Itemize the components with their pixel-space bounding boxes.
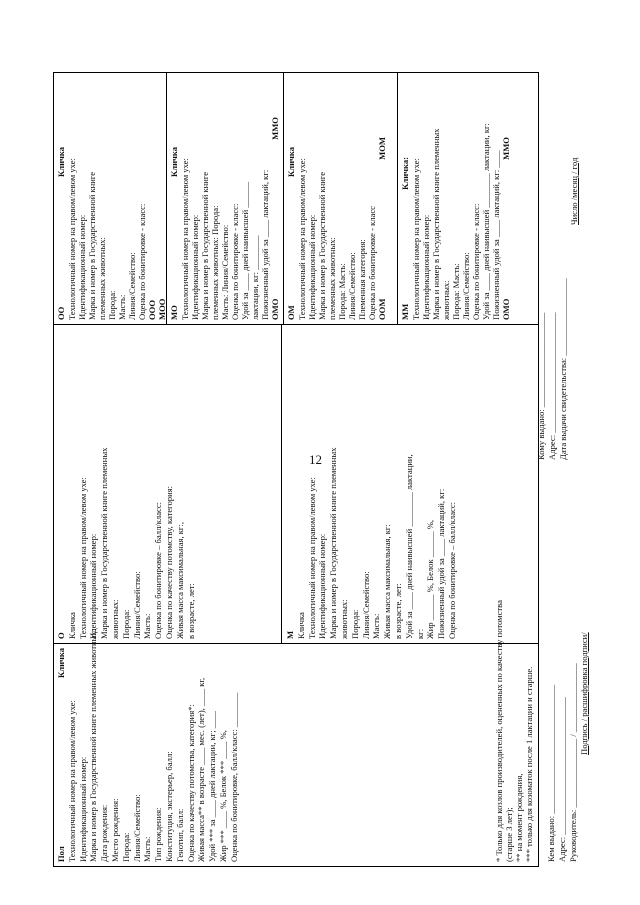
- issued-to-line: Кому выдано: ______________________: [536, 312, 546, 460]
- field-line: Живая масса максимальная, кг:,: [174, 522, 185, 639]
- field-line: Масть:: [371, 613, 382, 639]
- ooo-label: ООО: [146, 299, 157, 320]
- field-line: Порода:: [106, 290, 117, 320]
- moo-label: МОО: [156, 298, 167, 320]
- mother-block: [285, 329, 458, 639]
- field-line: Конституция, экстерьер, балл:: [163, 751, 174, 862]
- father-block: [56, 329, 196, 639]
- field-line: Оценка по качеству потомства, категория*:: [185, 704, 196, 862]
- oo-divider: [166, 73, 167, 324]
- footnote-line: * Только для козлов производителей, оцененных по качеству потомства: [494, 600, 504, 862]
- field-line: Идентификационный номер:: [317, 533, 328, 639]
- issue-date-line: Дата выдачи свидетельства: __________________: [558, 278, 568, 460]
- field-line: Место рождения:: [109, 798, 120, 862]
- field-line: Удой за ____ дней наивысшей ________ лактации,: [403, 454, 414, 639]
- field-line: Порода:: [120, 832, 131, 862]
- footnotes: [494, 600, 534, 862]
- mm-header: ММ: [400, 303, 410, 320]
- field-line: Живая масса максимальная, кг:: [382, 524, 393, 639]
- field-line: Жир *** ____ %, Белок *** ____ %,: [217, 730, 228, 862]
- mm-block: [400, 77, 511, 320]
- head-signature-line: Руководитель: ________________ / ________________: [568, 663, 578, 862]
- field-line: Дата рождения:: [99, 804, 110, 862]
- address-line-right: Адрес: ____________________________: [547, 312, 557, 460]
- oo-block: [56, 77, 167, 320]
- mmo-label: ММО: [269, 117, 280, 140]
- field-line: Оценка по бонитировке - класс:: [229, 203, 240, 320]
- footnote-line: (старше 3 лет);: [504, 807, 514, 862]
- sex-label: Пол: [56, 846, 66, 862]
- mother-header: М: [285, 630, 295, 639]
- parents-divider: [281, 325, 282, 643]
- mo-block: [169, 77, 280, 320]
- field-line: Масть:: [116, 294, 127, 320]
- field-line: Идентификационный номер:: [77, 756, 88, 862]
- field-line: животных:: [440, 280, 451, 320]
- signature-caption: Подпись / расшифровка подписи/: [579, 632, 589, 755]
- field-line: Генотип, балл:: [174, 808, 185, 862]
- field-line: Идентификационный номер:: [76, 214, 87, 320]
- field-line: Линия/Семейство:: [346, 252, 357, 320]
- field-line: Жир ______ %, Белок ______ %,: [425, 519, 436, 639]
- field-line: в возрасте, лет:: [185, 583, 196, 639]
- field-line: Линия/Семейство:: [126, 252, 137, 320]
- animal-fields: [66, 628, 240, 862]
- field-line: Идентификационный номер:: [88, 533, 99, 639]
- field-line: Марка и номер в Государственной книге племенных: [328, 447, 339, 639]
- field-line: Технологичный номер на правом/левом ухе:: [306, 477, 317, 639]
- field-line: племенных животных: Порода:: [209, 205, 220, 320]
- field-line: Порода: Масть:: [450, 263, 461, 320]
- field-line: Идентификационный номер:: [306, 214, 317, 320]
- field-line: Линия/Семейство:: [360, 571, 371, 639]
- father-header: О: [56, 632, 66, 639]
- field-line: Масть: Линия/Семейство:: [219, 224, 230, 320]
- mmo-mm-label: ММО: [500, 137, 511, 160]
- field-line: Оценка по бонитировке - класс: [366, 206, 377, 320]
- field-line: животных:: [109, 599, 120, 639]
- field-line: Удой за ____ дней наивысшей ________ лактации, кг:: [480, 123, 491, 320]
- field-line: Пожизненный удой за ____ лактаций, кг:: [436, 488, 447, 639]
- field-line: Кличка: [66, 612, 77, 639]
- footnote-line: *** только для козоматок после 1 лактации и старше.: [524, 666, 534, 862]
- field-line: Идентификационный номер:: [420, 214, 431, 320]
- om-block: [286, 77, 387, 320]
- om-divider: [397, 73, 398, 324]
- field-line: Марка и номер в Государственной книге: [199, 171, 210, 320]
- mo-divider: [283, 73, 284, 324]
- field-line: Удой *** за ____ дней лактации, кг; ____: [207, 711, 218, 862]
- field-line: Оценка по бонитировке – балл/класс:: [153, 501, 164, 639]
- mo-name-label: Кличка: [169, 147, 179, 177]
- field-line: Масть:: [142, 613, 153, 639]
- field-line: в возрасте, лет:: [392, 583, 403, 639]
- field-line: Технологичный номер на правом/левом ухе:: [66, 158, 77, 320]
- field-line: Тип рождения:: [153, 807, 164, 862]
- field-line: Оценка по бонитировке - класс:: [136, 203, 147, 320]
- mm-name-label: Кличка:: [400, 157, 410, 190]
- field-line: лактации, кг: ________: [249, 235, 260, 320]
- field-line: Живая масса** в возрасте ____ мес. (лет), ____ кг,: [196, 677, 207, 862]
- field-line: Технологичный номер на правом/левом ухе:: [66, 700, 77, 862]
- animal-header: [56, 648, 67, 862]
- field-line: Линия/Семейство:: [460, 252, 471, 320]
- field-line: Оценка по качеству потомству, категория:: [163, 485, 174, 639]
- field-line: Кличка: [295, 612, 306, 639]
- omo-mm-label: ОМО: [500, 298, 511, 320]
- page-number: 12: [309, 452, 322, 467]
- field-line: животных:: [338, 599, 349, 639]
- field-line: Технологичный номер на правом/левом ухе:: [296, 158, 307, 320]
- grandparents-column: [54, 73, 538, 325]
- footnote-line: ** на момент рождения,: [514, 773, 524, 862]
- mo-header: МО: [169, 305, 179, 320]
- field-line: Технологичный номер на правом/левом ухе:: [179, 158, 190, 320]
- address-line-left: Адрес: ________________________________: [557, 697, 567, 862]
- date-caption: Число /месяц / год: [569, 157, 579, 225]
- field-line: Линия/Семейство:: [131, 571, 142, 639]
- om-name-label: Кличка: [286, 147, 296, 177]
- field-line: Порода:: [120, 609, 131, 639]
- oo-name-label: Кличка: [56, 147, 66, 177]
- field-line: Марка и номер в Государственной книге: [316, 171, 327, 320]
- field-line: Порода:: [349, 609, 360, 639]
- field-line: кг:: [414, 628, 425, 639]
- field-line: Племенная категория:: [356, 239, 367, 320]
- field-line: Марка и номер в Государственной книге племенных животных:: [88, 628, 99, 862]
- issued-by-line: Кем выдано: ______________________________: [546, 684, 556, 862]
- field-line: Оценка по бонитировке - класс:: [470, 203, 481, 320]
- field-line: Идентификационный номер:: [189, 214, 200, 320]
- omo-label: ОМО: [269, 298, 280, 320]
- field-line: Технологичный номер на правом/левом ухе:: [410, 158, 421, 320]
- field-line: племенных животных:: [96, 237, 107, 320]
- pedigree-table: [53, 72, 539, 867]
- field-line: племенных животных:: [326, 237, 337, 320]
- field-line: Линия/Семейство:: [131, 794, 142, 862]
- field-line: Марка и номер в Государственной книге: [86, 171, 97, 320]
- field-line: Оценка по бонитировке, балл/класс: ________: [228, 692, 239, 862]
- parents-column: [54, 325, 538, 644]
- field-line: Удой за ____ дней наивысшей ______: [239, 181, 250, 320]
- field-line: Оценка по бонитировке – балл/класс:: [446, 501, 457, 639]
- oom-label: ООМ: [376, 298, 387, 320]
- om-header: ОМ: [286, 305, 296, 320]
- field-line: Марка и номер в Государственной книге племенных: [99, 447, 110, 639]
- field-line: Порода: Масть:: [336, 263, 347, 320]
- field-line: Пожизненный удой за ____ лактаций, кг: ____: [490, 150, 501, 320]
- field-line: Пожизненный удой за ____ лактаций, кг:: [259, 169, 270, 320]
- name-label: Кличка: [56, 648, 66, 678]
- mom-label: МОМ: [376, 137, 387, 160]
- field-line: Масть:: [142, 836, 153, 862]
- oo-header: ОО: [56, 306, 66, 320]
- field-line: Технологичный номер на правом/левом ухе:: [77, 477, 88, 639]
- field-line: Марка и номер в Государственной книге племенных: [430, 128, 441, 320]
